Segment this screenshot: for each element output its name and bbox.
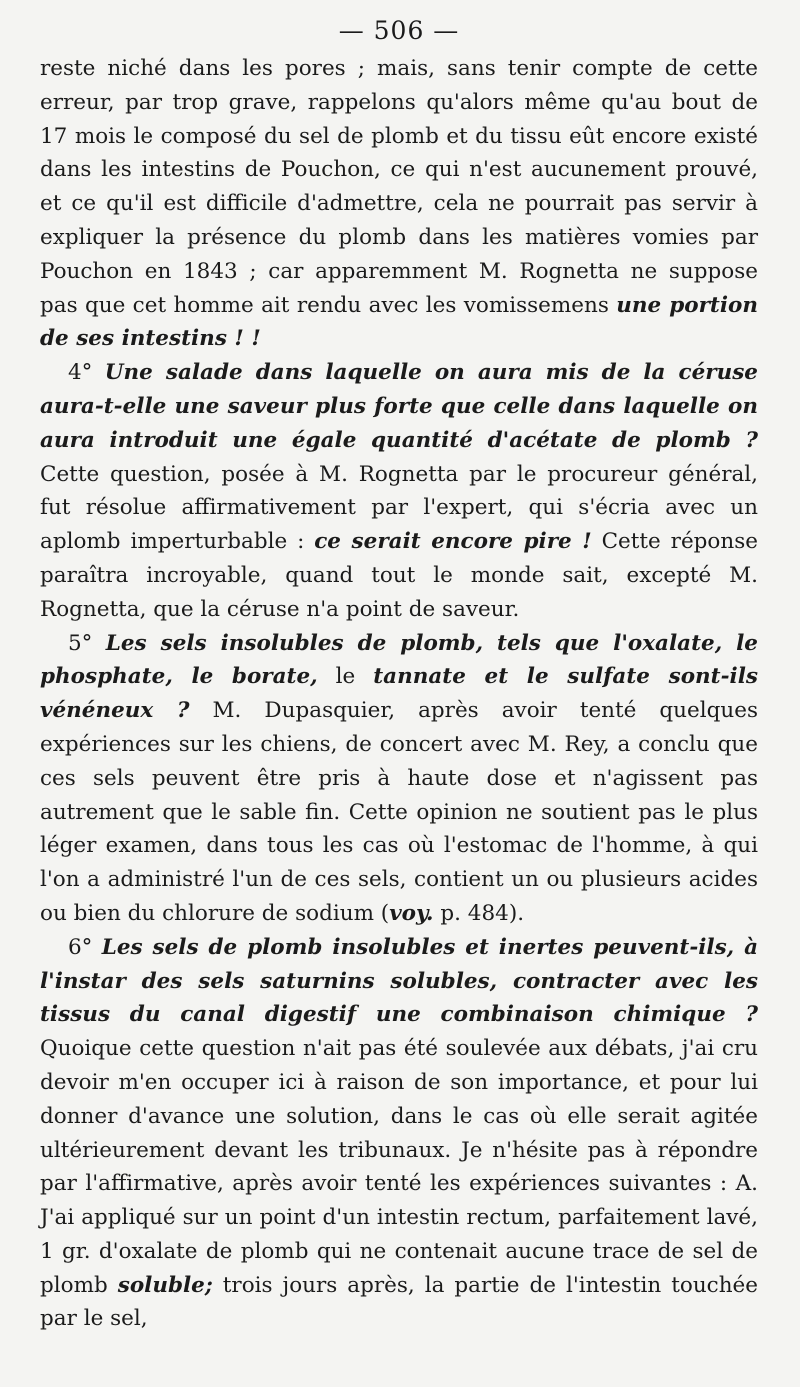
text-run: trois jours après, la partie de l'intestin touchée par le sel,: [40, 1272, 758, 1332]
italic-text-run: Une salade dans laquelle on aura mis de la céruse aura-t-elle une saveur plus forte que celle dans laquelle on aura introduit une égale quantité d'acétate de plomb ?: [40, 360, 758, 453]
text-run: p. 484).: [433, 900, 525, 926]
italic-text-run: ce serait encore pire !: [314, 529, 592, 555]
page-number: — 506 —: [338, 16, 460, 45]
italic-text-run: soluble;: [117, 1272, 213, 1298]
paragraph: [40, 627, 758, 931]
text-run: 5°: [68, 630, 106, 656]
italic-text-run: tannate et le sulfate sont-ils vénéneux ?: [40, 664, 758, 724]
italic-text-run: voy.: [389, 900, 434, 926]
text-run: 4°: [68, 360, 105, 386]
text-run: 6°: [68, 934, 102, 960]
text-run: Quoique cette question n'ait pas été soulevée aux débats, j'ai cru devoir m'en occuper ici à raison de son importance, et pour lui donner d'avance une solution, dans le cas où elle serait agitée ultérieurement devant les tribunaux. Je n'hésite pas à répondre par l'affirmative, après avoir tenté les expériences suivantes : A. J'ai appliqué sur un point d'un intestin rectum, parfaitement lavé, 1 gr. d'oxalate de plomb qui ne contenait aucune trace de sel de plomb: [40, 1036, 758, 1298]
italic-text-run: Les sels insolubles de plomb, tels que l'oxalate, le phosphate, le borate,: [40, 630, 758, 690]
text-run: Cette question, posée à M. Rognetta par le procureur général, fut résolue affirmativement par l'expert, qui s'écria avec un aplomb imperturbable :: [40, 461, 758, 555]
italic-text-run: Les sels de plomb insolubles et inertes peuvent-ils, à l'instar des sels saturnins solubles, contracter avec les tissus du canal digestif une combinaison chimique ?: [40, 934, 759, 1028]
paragraph: [40, 52, 758, 356]
italic-text-run: une portion de ses intestins ! !: [40, 292, 758, 352]
body-text: [40, 52, 758, 1336]
text-run: reste niché dans les pores ; mais, sans tenir compte de cette erreur, par trop grave, rappelons qu'alors même qu'au bout de 17 mois le composé du sel de plomb et du tissu eût encore existé dans les intestins de Pouchon, ce qui n'est aucunement prouvé, et ce qu'il est difficile d'admettre, cela ne pourrait pas servir à expliquer la présence du plomb dans les matières vomies par Pouchon en 1843 ; car apparemment M. Rognetta ne suppose pas que cet homme ait rendu avec les vomissemens: [40, 56, 758, 318]
text-run: Cette réponse paraîtra incroyable, quand tout le monde sait, excepté M. Rognetta, que la céruse n'a point de saveur.: [40, 529, 758, 622]
paragraph: [40, 931, 758, 1337]
text-run: le: [317, 664, 374, 690]
text-run: M. Dupasquier, après avoir tenté quelques expériences sur les chiens, de concert avec M. Rey, a conclu que ces sels peuvent être pris à haute dose et n'agissent pas autrement que le sable fin. Cette opinion ne soutient pas le plus léger examen, dans tous les cas où l'estomac de l'homme, à qui l'on a administré l'un de ces sels, contient un ou plusieurs acides ou bien du chlorure de sodium (: [40, 698, 758, 926]
paragraph: [40, 356, 758, 626]
